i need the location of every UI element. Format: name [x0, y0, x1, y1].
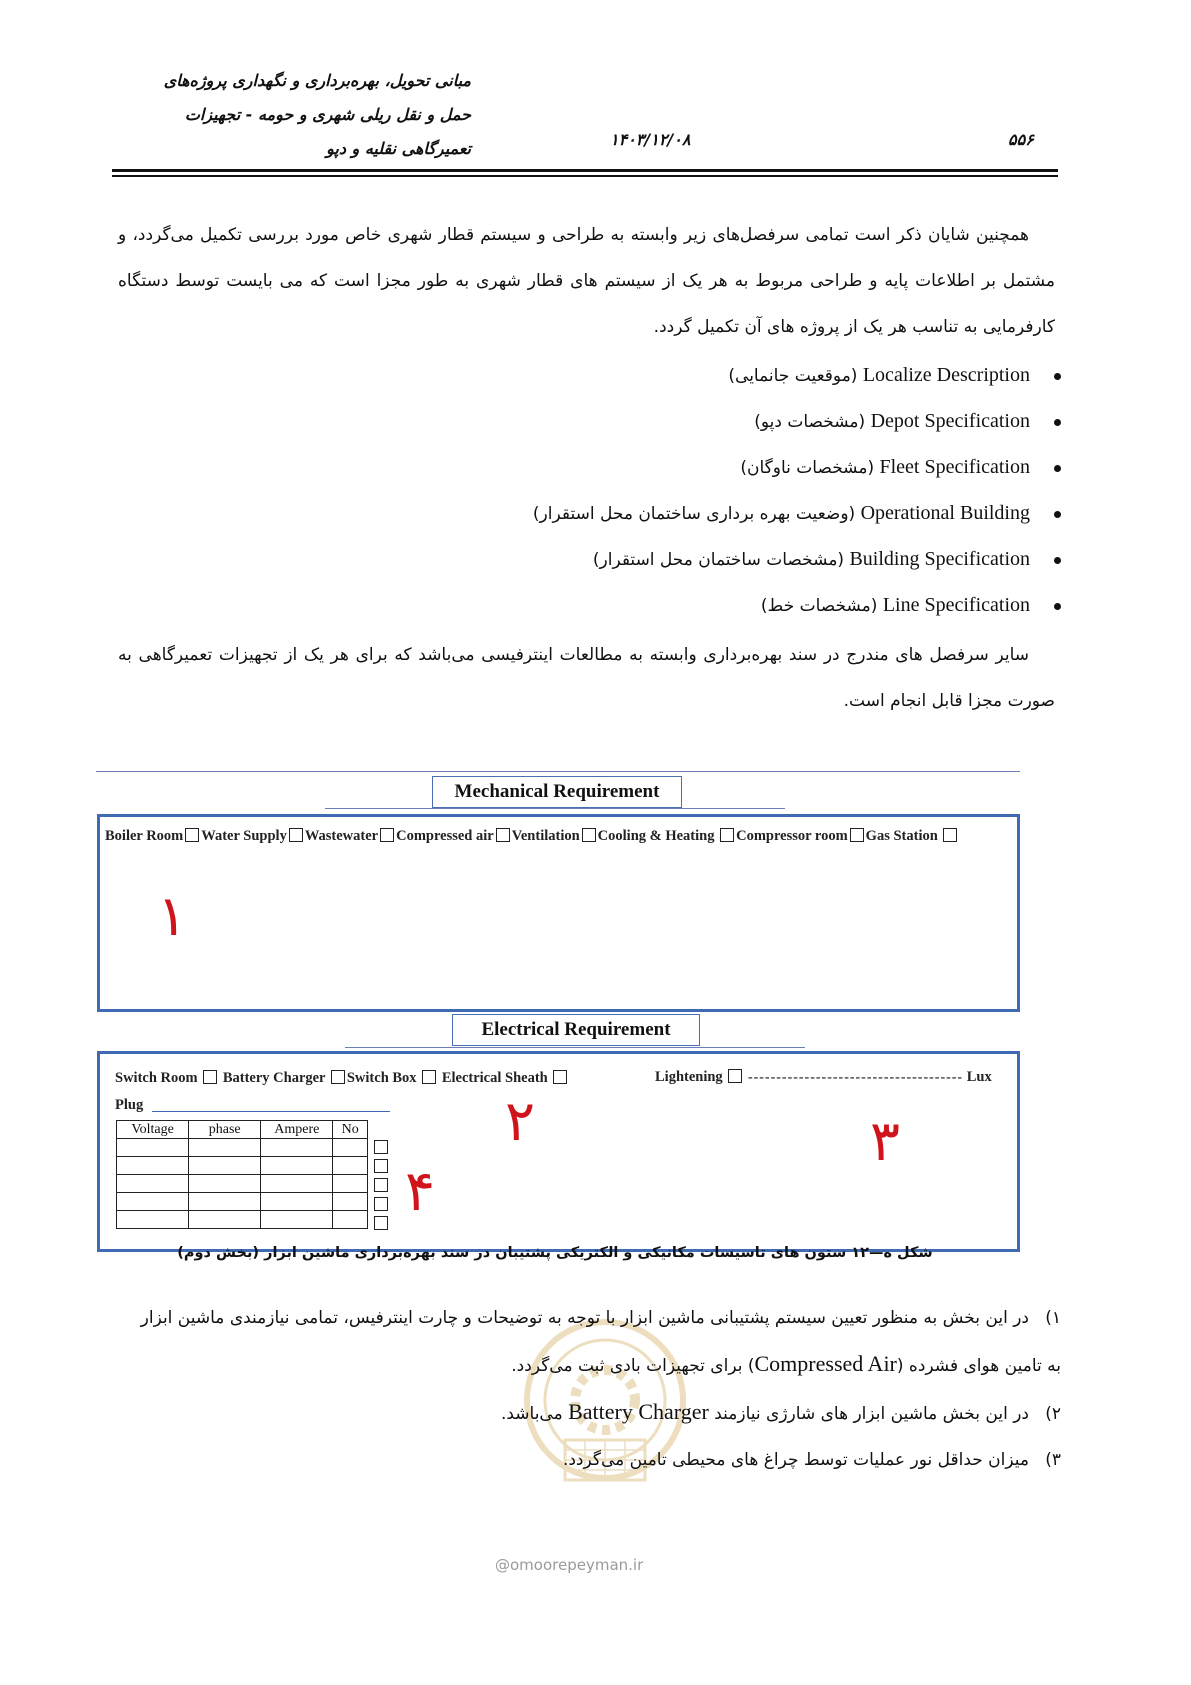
bullet-item	[533, 444, 1061, 490]
bullet-icon	[1054, 603, 1061, 610]
header-title-line: حمل و نقل ریلی شهری و حومه - تجهیزات	[184, 105, 471, 124]
electrical-form	[97, 1051, 1020, 1252]
bullet-icon	[1054, 465, 1061, 472]
list-item	[131, 1295, 1061, 1389]
checkbox[interactable]	[203, 1070, 217, 1084]
bullet-en: Line Specification	[882, 594, 1030, 616]
checkbox[interactable]	[380, 828, 394, 842]
header-rule	[112, 175, 1058, 177]
section-bullet-list	[533, 352, 1061, 628]
running-header-title	[111, 64, 471, 166]
list-item	[131, 1389, 1061, 1437]
bullet-icon	[1054, 511, 1061, 518]
header-rule	[112, 169, 1058, 172]
item-text: در این بخش ماشین ابزار های شارژی نیازمند	[708, 1404, 1029, 1424]
checkbox[interactable]	[553, 1070, 567, 1084]
marker-2: ۲	[505, 1089, 536, 1154]
option-lightening: Lightening	[655, 1069, 723, 1085]
table-row	[117, 1157, 368, 1175]
checkbox[interactable]	[331, 1070, 345, 1084]
item-en-term: Battery Charger	[568, 1399, 709, 1424]
option-gas-station: Gas Station	[865, 828, 938, 844]
list-item	[131, 1437, 1061, 1483]
option-electrical-sheath: Electrical Sheath	[441, 1070, 548, 1086]
intro-paragraph: همچنین شایان ذکر است تمامی سرفصل‌های زیر وابسته به طراحی و سیستم قطار شهری خاص مورد بررسی تکمیل می‌گردد، و مشتمل بر اطلاعات پایه و طراحی مربوط به هر یک از سیستم های قطار شهری به طور مجزا است که می بایست توسط دستگاه کارفرمایی به تناسب هر یک از پروژه های آن تکمیل گردد.	[118, 225, 1055, 337]
second-paragraph: سایر سرفصل های مندرج در سند بهره‌برداری وابسته به مطالعات اینترفیسی می‌باشد که برای هر یک از تجهیزات تعمیرگاهی به صورت مجزا قابل انجام است.	[118, 645, 1055, 711]
bullet-item	[533, 582, 1061, 628]
plug-label: Plug	[115, 1097, 144, 1113]
checkbox[interactable]	[422, 1070, 436, 1084]
mechanical-title: Mechanical Requirement	[432, 776, 682, 808]
bullet-item	[533, 490, 1061, 536]
item-text-after: ) برای تجهیزات بادی ثبت می‌گردد.	[511, 1356, 755, 1376]
plug-table-header	[117, 1121, 368, 1139]
numbered-list	[131, 1295, 1061, 1483]
option-water-supply: Water Supply	[201, 828, 287, 844]
bullet-fa: (مشخصات ناوگان)	[740, 458, 875, 478]
checkbox[interactable]	[374, 1159, 388, 1173]
bullet-fa: (مشخصات دپو)	[754, 412, 866, 432]
page-number: ۵۵۶	[1008, 130, 1034, 149]
col-phase: phase	[189, 1121, 261, 1139]
checkbox[interactable]	[374, 1140, 388, 1154]
electrical-title-rule	[345, 1047, 805, 1048]
bullet-en: Depot Specification	[870, 410, 1030, 432]
option-wastewater: Wastewater	[304, 828, 379, 844]
mechanical-form	[97, 814, 1020, 1012]
header-title-line: مبانی تحویل، بهره‌برداری و نگهداری پروژه‌های	[163, 71, 471, 90]
option-boiler-room: Boiler Room	[105, 828, 184, 844]
table-row	[117, 1175, 368, 1193]
lux-input-line[interactable]: --------------------------------------	[747, 1070, 964, 1085]
bullet-en: Fleet Specification	[879, 456, 1030, 478]
bullet-item	[533, 398, 1061, 444]
marker-3: ۳	[870, 1109, 901, 1174]
bullet-fa: (وضعیت بهره برداری ساختمان محل استقرار)	[532, 504, 856, 524]
bullet-en: Localize Description	[862, 364, 1030, 386]
watermark-url: @omoorepeyman.ir	[495, 1556, 644, 1574]
col-voltage: Voltage	[117, 1121, 189, 1139]
checkbox[interactable]	[374, 1197, 388, 1211]
checkbox[interactable]	[850, 828, 864, 842]
item-number: ۱)	[1045, 1308, 1061, 1328]
bullet-en: Building Specification	[849, 548, 1030, 570]
bullet-fa: (مشخصات خط)	[760, 596, 878, 616]
col-no: No	[333, 1121, 368, 1139]
lightening-row	[655, 1069, 992, 1086]
option-compressor-room: Compressor room	[736, 828, 848, 844]
plug-rule	[152, 1111, 390, 1112]
mechanical-options	[105, 828, 959, 845]
table-row	[117, 1193, 368, 1211]
bullet-icon	[1054, 557, 1061, 564]
checkbox[interactable]	[728, 1069, 742, 1083]
electrical-options	[115, 1070, 569, 1087]
figure-caption: شکل ه—۱۲ ستون های تاسیسات مکانیکی و الکتریکی پشتیبان در سند بهره‌برداری ماشین ابزار (بخش دوم)	[177, 1245, 933, 1261]
item-number: ۳)	[1045, 1450, 1061, 1470]
bullet-item	[533, 536, 1061, 582]
figure-top-rule	[96, 771, 1020, 772]
item-text-after: می‌باشد.	[500, 1404, 569, 1424]
option-switch-room: Switch Room	[115, 1070, 198, 1086]
header-title-line: تعمیرگاهی نقلیه و دپو	[326, 139, 471, 158]
bullet-icon	[1054, 419, 1061, 426]
checkbox[interactable]	[185, 828, 199, 842]
checkbox[interactable]	[582, 828, 596, 842]
checkbox[interactable]	[496, 828, 510, 842]
option-switch-box: Switch Box	[346, 1070, 417, 1086]
bullet-icon	[1054, 373, 1061, 380]
mechanical-title-rule	[325, 808, 785, 809]
checkbox[interactable]	[374, 1216, 388, 1230]
option-compressed-air: Compressed air	[396, 828, 494, 844]
item-text: میزان حداقل نور عملیات توسط چراغ های محیطی تامین می‌گردد.	[562, 1450, 1029, 1470]
option-cooling-heating: Cooling & Heating	[597, 828, 715, 844]
marker-4: ۴	[405, 1159, 436, 1224]
option-battery-charger: Battery Charger	[222, 1070, 326, 1086]
plug-table	[116, 1120, 368, 1229]
bullet-fa: (مشخصات ساختمان محل استقرار)	[592, 550, 845, 570]
electrical-title: Electrical Requirement	[452, 1014, 700, 1046]
item-number: ۲)	[1045, 1404, 1061, 1424]
lux-label: Lux	[966, 1069, 992, 1085]
checkbox[interactable]	[289, 828, 303, 842]
header-date: ۱۴۰۳/۱۲/۰۸	[610, 130, 691, 149]
bullet-en: Operational Building	[860, 502, 1030, 524]
checkbox[interactable]	[374, 1178, 388, 1192]
item-text: در این بخش به منظور تعیین سیستم پشتیبانی ماشین ابزار با توجه به توضیحات و چارت اینترفیس، تمامی نیازمندی ماشین ابزار به تامین هوای فشرده (	[140, 1308, 1061, 1376]
table-row	[117, 1139, 368, 1157]
table-row	[117, 1211, 368, 1229]
marker-1: ۱	[157, 884, 188, 949]
col-ampere: Ampere	[261, 1121, 333, 1139]
checkbox[interactable]	[943, 828, 957, 842]
item-en-term: Compressed Air	[754, 1351, 897, 1376]
bullet-item	[533, 352, 1061, 398]
bullet-fa: (موقعیت جانمایی)	[728, 366, 858, 386]
option-ventilation: Ventilation	[511, 828, 580, 844]
plug-checkbox-column	[374, 1140, 390, 1235]
checkbox[interactable]	[720, 828, 734, 842]
